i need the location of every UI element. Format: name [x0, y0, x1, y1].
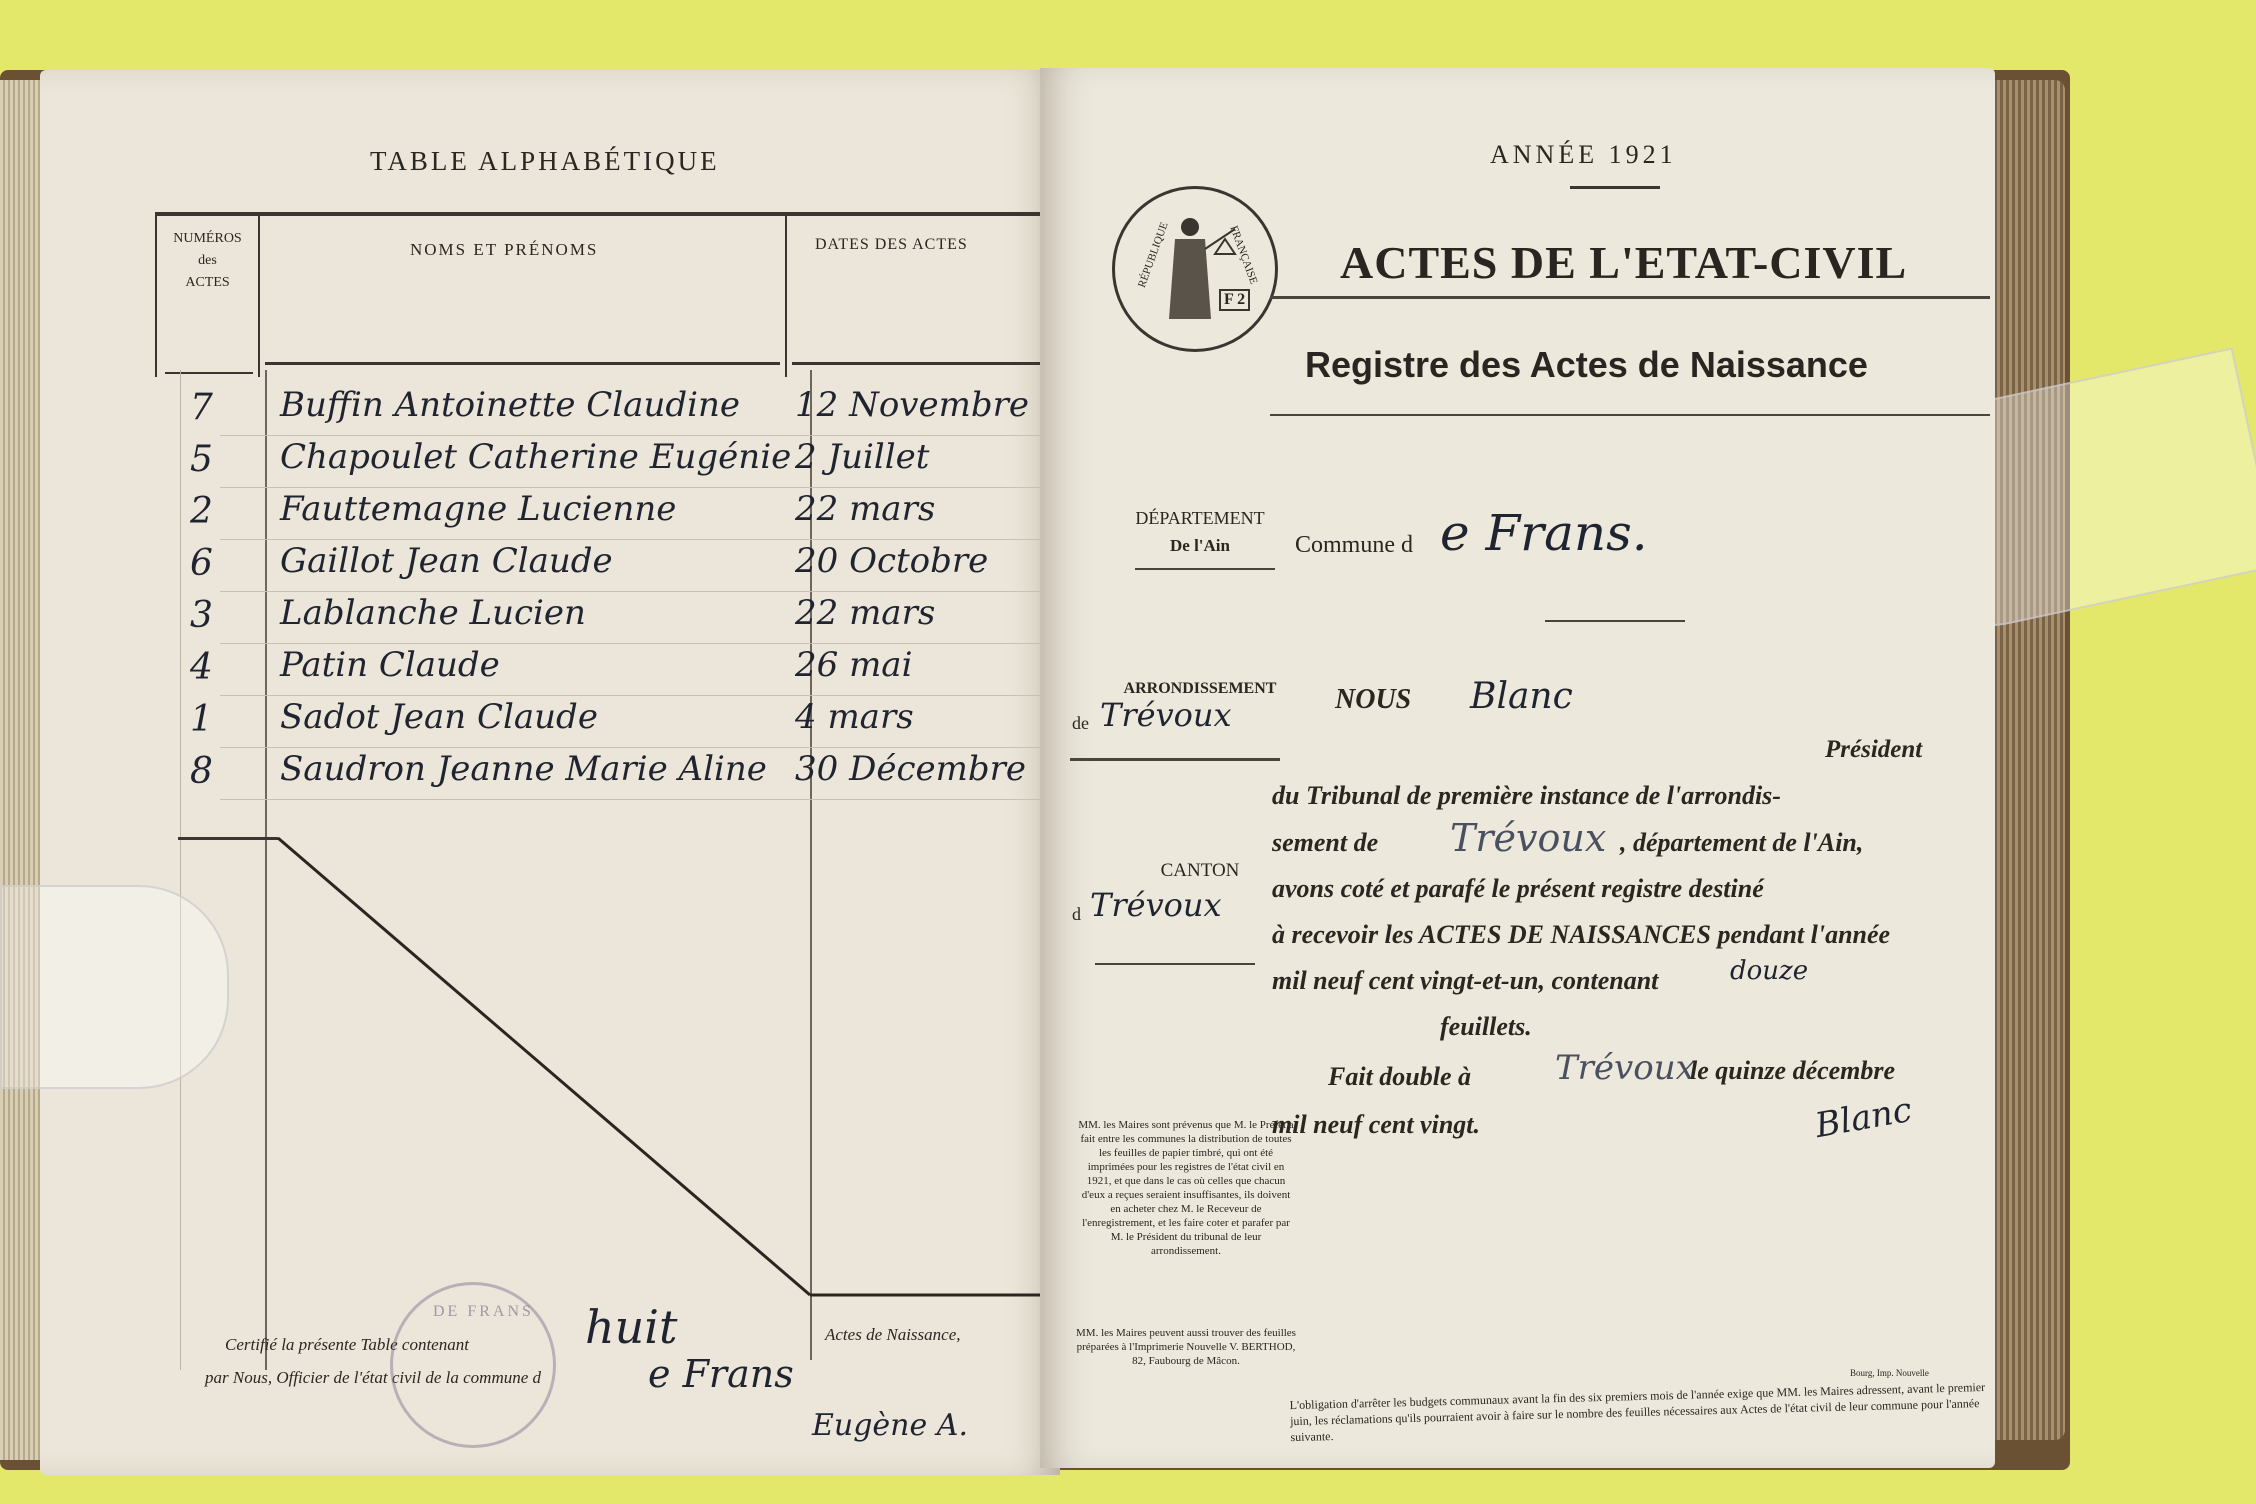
canton-value: Trévoux	[1090, 886, 1222, 924]
cert-line1-prefix: Certifié la présente Table contenant	[225, 1335, 469, 1354]
title-rule	[1270, 296, 1990, 299]
row-date: 20 Octobre	[795, 541, 989, 581]
right-page-edges	[1985, 80, 2065, 1440]
header-names: NOMS ET PRÉNOMS	[410, 240, 599, 259]
row-name: Lablanche Lucien	[280, 593, 586, 633]
arrondissement-prefix: de	[1072, 713, 1089, 733]
arrondissement-rule	[1070, 758, 1280, 761]
main-title: ACTES DE L'ETAT-CIVIL	[1340, 237, 1908, 288]
register-subtitle: Registre des Actes de Naissance	[1305, 344, 1868, 385]
row-name: Gaillot Jean Claude	[280, 541, 613, 581]
row-number: 5	[190, 439, 213, 480]
row-number: 1	[190, 699, 213, 740]
departement-label: DÉPARTEMENT	[1135, 508, 1265, 528]
commune-label: Commune d	[1295, 532, 1413, 558]
header-numbers-1: NUMÉROS	[173, 231, 242, 246]
header-numbers-3: ACTES	[185, 275, 230, 290]
year-header: ANNÉE 1921	[1490, 140, 1677, 169]
canton-prefix: d	[1072, 904, 1081, 924]
para-5-count: douze	[1730, 956, 1809, 986]
row-number: 3	[190, 595, 213, 636]
cert-line2-prefix: par Nous, Officier de l'état civil de la commune d	[205, 1368, 542, 1387]
para-8: mil neuf cent vingt.	[1272, 1110, 1480, 1139]
mairie-stamp	[390, 1282, 556, 1448]
row-date: 22 mars	[795, 489, 936, 529]
right-page	[1040, 68, 1995, 1468]
para-2-suffix: , département de l'Ain,	[1620, 828, 1864, 857]
para-7-place: Trévoux	[1555, 1048, 1695, 1088]
nous-label: NOUS	[1335, 684, 1412, 715]
commune-ornament	[1545, 620, 1685, 622]
row-name: Saudron Jeanne Marie Aline	[280, 749, 767, 789]
note-imprimerie: MM. les Maires peuvent aussi trouver des feuilles préparées à l'Imprimerie Nouvelle V. BERTHOD, 82, Faubourg de Mâcon.	[1076, 1327, 1296, 1367]
marianne-figure-icon	[1145, 209, 1245, 329]
table-title: TABLE ALPHABÉTIQUE	[370, 146, 720, 176]
year-ornament	[1570, 186, 1660, 189]
row-date: 30 Décembre	[795, 749, 1026, 789]
para-5-prefix: mil neuf cent vingt-et-un, contenant	[1272, 966, 1659, 995]
note-budget: L'obligation d'arrêter les budgets communaux avant la fin des six premiers mois de l'année exige que MM. les Maires adressent, avant le premier juin, les réclamations qu'ils pourraient avoir à faire sur le nombre des feuilles nécessaires aux Actes de l'état civil de leur commune pour l'année suivante.	[1289, 1379, 1986, 1445]
departement-rule	[1135, 568, 1275, 570]
row-name: Buffin Antoinette Claudine	[280, 385, 740, 425]
left-page-edges	[0, 80, 40, 1460]
row-date: 4 mars	[795, 697, 914, 737]
subtitle-rule	[1270, 414, 1990, 416]
left-page-tab[interactable]	[0, 885, 229, 1089]
row-number: 4	[190, 647, 213, 688]
arrondissement-value: Trévoux	[1100, 696, 1232, 734]
seal-text-right: FRANÇAISE	[1227, 224, 1260, 286]
republic-seal	[1112, 186, 1278, 352]
commune-value: e Frans.	[1440, 504, 1648, 562]
arrondissement-label: ARRONDISSEMENT	[1123, 680, 1277, 697]
left-page	[40, 70, 1060, 1475]
para-7-suffix: le quinze décembre	[1690, 1056, 1896, 1085]
row-name: Sadot Jean Claude	[280, 697, 598, 737]
cert-count: huit	[585, 1300, 678, 1354]
closing-diagonal	[40, 70, 1060, 1475]
header-dates: DATES DES ACTES	[815, 236, 968, 253]
row-date: 22 mars	[795, 593, 936, 633]
para-1: du Tribunal de première instance de l'arrondis-	[1272, 781, 1781, 810]
row-date: 26 mai	[795, 645, 913, 685]
row-number: 6	[190, 543, 213, 584]
president-signature: Blanc	[1812, 1089, 1915, 1147]
row-name: Fauttemagne Lucienne	[280, 489, 677, 529]
para-4: à recevoir les ACTES DE NAISSANCES pendant l'année	[1272, 920, 1891, 949]
row-number: 8	[190, 751, 213, 792]
canton-label: CANTON	[1160, 860, 1240, 881]
row-number: 2	[190, 491, 213, 532]
seal-text-left: RÉPUBLIQUE	[1135, 220, 1171, 290]
para-3: avons coté et parafé le présent registre destiné	[1272, 874, 1764, 903]
header-numbers-2: des	[198, 253, 217, 268]
para-6: feuillets.	[1440, 1012, 1532, 1041]
row-date: 2 Juillet	[795, 437, 930, 477]
stamp-text: DE FRANS	[433, 1303, 534, 1320]
note-maires: MM. les Maires sont prévenus que M. le Préfet a fait entre les communes la distribution de toutes les feuilles de papier timbré, qui ont été imprimées pour les registres de l'état civil en 1921, et que dans le cas où celles que chacun d'eux a reçues seraient insuffisantes, ils doivent en acheter chez M. le Receveur de l'enregistrement, et les faire coter et parafer par M. le Président du tribunal de leur arrondissement.	[1078, 1119, 1294, 1257]
row-date: 12 Novembre	[795, 385, 1029, 425]
para-7-prefix: Fait double à	[1328, 1062, 1472, 1091]
cert-commune: e Frans	[648, 1352, 794, 1396]
departement-value: De l'Ain	[1170, 536, 1230, 555]
para-2-prefix: sement de	[1272, 828, 1379, 857]
row-name: Patin Claude	[280, 645, 500, 685]
printer-mark: Bourg, Imp. Nouvelle	[1850, 1368, 1929, 1378]
canton-rule	[1095, 963, 1255, 965]
nous-value: Blanc	[1470, 676, 1573, 717]
cert-signature: Eugène A.	[812, 1408, 968, 1443]
president-label: Président	[1825, 736, 1923, 763]
seal-mark: F 2	[1219, 289, 1250, 311]
row-number: 7	[190, 387, 213, 428]
para-2-commune: Trévoux	[1450, 816, 1607, 860]
row-name: Chapoulet Catherine Eugénie	[280, 437, 792, 477]
cert-line1-suffix: Actes de Naissance,	[825, 1325, 961, 1344]
